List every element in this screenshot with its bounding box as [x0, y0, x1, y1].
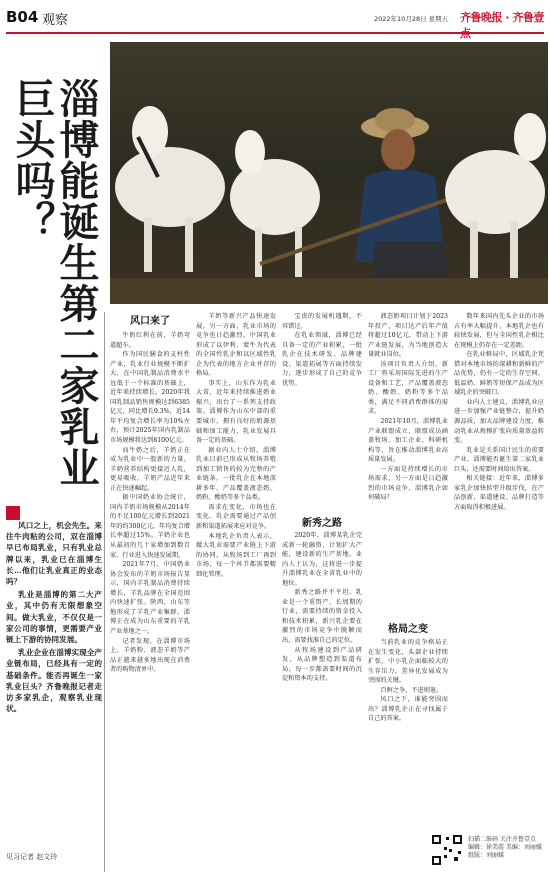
section-number: B04: [6, 8, 39, 26]
footer-layout: 组版：刘丽媛: [468, 852, 505, 859]
newspaper-brand: 齐鲁晚报 · 齐鲁壹: [460, 11, 544, 24]
headline: 淄博能诞生第二家乳业巨头吗？: [9, 78, 100, 488]
paragraph: 该项目负责人介绍，新工厂将采用国际先进的生产设备和工艺，产品覆盖液态奶、酸奶、奶粉等多个品类，满足不同消费群体的需求。: [368, 360, 448, 416]
sidebar-paragraph: 乳业是淄博的第二大产业，其中仍有无限想象空间。做大乳业，不仅仅是一家公司的事情，更需要产业链上下游的协同发展。: [6, 590, 102, 645]
issue-date: 2022年10月28日 星期五: [374, 15, 449, 23]
article-column-1: [110, 312, 190, 879]
paragraph: 一方面是持续增长的市场需求，另一方面是日趋激烈的市场竞争，淄博乳企如何破局？: [368, 465, 448, 502]
subhead-newcomer: 新秀之路: [302, 518, 342, 529]
footer-qr-caption: 扫描二维码 关注齐鲁壹点: [468, 836, 536, 843]
footer-credits: [468, 836, 548, 860]
footer-editor: 编辑：徐美霞 美编：刘丽媛: [468, 844, 542, 851]
paragraph: 风口之下，谁能突围而出？淄博乳企正在寻找属于自己的答案。: [368, 696, 448, 723]
subhead-landscape: 格局之变: [388, 624, 428, 635]
paragraph: 2021年7月，中国奶业协会发布的羊奶市场报告显示，国内羊乳制品消费持续增长，羊乳品牌在全国范围内快速扩张。陕西、山东等地形成了羊乳产业集群，淄博正在成为山东重要的羊乳产业基地之一。: [110, 561, 190, 635]
qr-code[interactable]: [430, 833, 464, 867]
paragraph: 宝贵的发展机遇期，不容错过。: [282, 313, 362, 330]
feature-photo: [110, 42, 548, 304]
paragraph: 羊奶等新兴产品快速发展，另一方面，乳业市场的竞争也日趋激烈，中国乳业形成了以伊利、蒙牛为代表的全国性乳企和以区域性乳企为代表的地方企业并存的格局。: [196, 313, 276, 378]
section-name: 观察: [42, 13, 69, 28]
paragraph: 需求在变化，市场也在变化。乳企需要通过产品创新和渠道拓展来应对竞争。: [196, 503, 276, 531]
article-column-5: [454, 312, 544, 827]
paragraph: 记者发现，在淄博市场上，羊奶粉、液态羊奶等产品正越来越多地出现在消费者的购物清单中。: [110, 637, 190, 674]
paragraph: 乳业是关系国计民生的重要产业，淄博能否诞生第二家乳业巨头，还需要时间给出答案。: [454, 446, 544, 473]
paragraph: 相关链接：近年来，淄博多家乳企加快转型升级步伐，在产品创新、渠道建设、品牌打造等方面取得积极进展。: [454, 475, 544, 511]
paragraph: 据中国奶业协会统计，国内羊奶市场规模从2014年的不足100亿元增长到2021年的约300亿元，年均复合增长率超过15%。羊奶企业也从最初的几十家增加到数百家，行业进入快速发展期。: [110, 494, 190, 559]
paragraph: 业内人士建议，淄博乳业应进一步加强产业链整合，提升奶源品质，加大品牌建设力度，推动乳业从规模扩张向质量效益转变。: [454, 398, 544, 445]
page-header: [0, 0, 550, 34]
article-column-2: [196, 312, 276, 872]
paragraph: 2020年，淄博某乳企完成新一轮融资，计划扩大产能，建设新的生产基地。业内人士认为，这将进一步提升淄博乳业在全省乳业中的地位。: [282, 532, 362, 587]
paragraph: 作为国民膳食的支柱性产业，乳业行业规模不断扩大，在中国乳制品消费水平远低于一个标准的基础上，近年来持续增长。2020年我国乳制品销售规模达到6385亿元，同比增长9.3%，近14年平均复合增长率为10%左右，预计2025年国内乳制品市场规模将达到8100亿元。: [110, 351, 190, 445]
paragraph: 液态奶项目计划于2023年投产，项目达产后年产值将超过10亿元，带动上下游产业链发展，为当地创造大量就业岗位。: [368, 313, 448, 359]
paragraph: 百舸之争，不进则退。: [380, 686, 443, 694]
subhead-wind: 风口来了: [130, 316, 170, 327]
byline: 见习记者 赵文玲: [6, 853, 58, 861]
sidebar-paragraph: 乳业企业在淄博实现全产业链布局，已经具有一定的基础条件。能否再诞生一家乳业巨头？齐鲁晚报记者走访多家乳企，观察乳业现状。: [6, 648, 102, 714]
paragraph: 在乳业格局中，区域乳企凭借对本地市场的深耕和新鲜的产品优势，仍有一定的生存空间。低温奶、鲜奶等短保产品成为区域乳企的突破口。: [454, 351, 544, 397]
paragraph: 新秀之路并不平坦。乳业是一个重资产、长周期的行业，需要持续的资金投入和技术积累，新兴乳企要在激烈的市场竞争中脱颖而出，需要找准自己的定位。: [282, 589, 362, 645]
paragraph: 本地乳企负责人表示，做大乳业需要产业链上下游的协同，从牧场到工厂再到市场，每一个环节都需要精细化管理。: [196, 532, 276, 578]
paragraph: 2021年10月，淄博乳业产业联盟成立，联盟成员涵盖牧场、加工企业、科研机构等，旨在推动淄博乳业高质量发展。: [368, 418, 448, 464]
header-rule: [6, 32, 544, 34]
sidebar-marker: [6, 506, 20, 520]
paragraph: 而牛奶之后，羊奶正在成为乳业中一股新的力量。羊奶营养结构更接近人乳，更易吸收，羊奶产品近年来正在快速崛起。: [110, 446, 190, 492]
paragraph: 在乳业领域，淄博已经具备一定的产业积累，一批乳企在技术研发、品牌建设、渠道拓展等方面持续发力，逐步形成了自己的竞争优势。: [282, 332, 362, 387]
paragraph: 牛奶红利在前，羊奶弯道超车。: [110, 332, 190, 349]
paragraph: 数年来国内先头企业的市场占有率大幅提升，本地乳企也有较快发展，但与全国性乳企相比在规模上仍存在一定差距。: [454, 313, 544, 349]
article-column-4: [368, 312, 448, 873]
article-column-3: [282, 312, 362, 871]
paragraph: 据业内人士介绍，淄博乳业目前已形成从牧场养殖到加工销售的较为完整的产业链条。一批乳企在本地深耕多年，产品覆盖液态奶、奶粉、酸奶等多个品类。: [196, 446, 276, 502]
sidebar-paragraph: 风口之上，机会先生。来往牛肉粘的公司，双在淄博早已布局乳业，只有乳业总牌以来，乳业已在淄博生长…他们让乳业真正的业态吗？: [6, 521, 102, 587]
paragraph: 当前乳业的竞争格局正在发生变化，头部企业持续扩张，中小乳企面临较大的生存压力，差异化发展成为突围的关键。: [368, 639, 448, 685]
column-divider: [104, 312, 105, 872]
paragraph: 事实上，山东作为乳业大省，近年来持续推进奶业振兴，出台了一系列支持政策。淄博作为山东中部的重要城市，拥有良好的奶源基础和加工能力，乳业发展具备一定的基础。: [196, 379, 276, 445]
paragraph: 从牧场建设到产品研发，从品牌塑造到渠道布局，每一步都需要时间的沉淀和资本的支持。: [282, 646, 362, 683]
intro-sidebar: [6, 520, 102, 716]
